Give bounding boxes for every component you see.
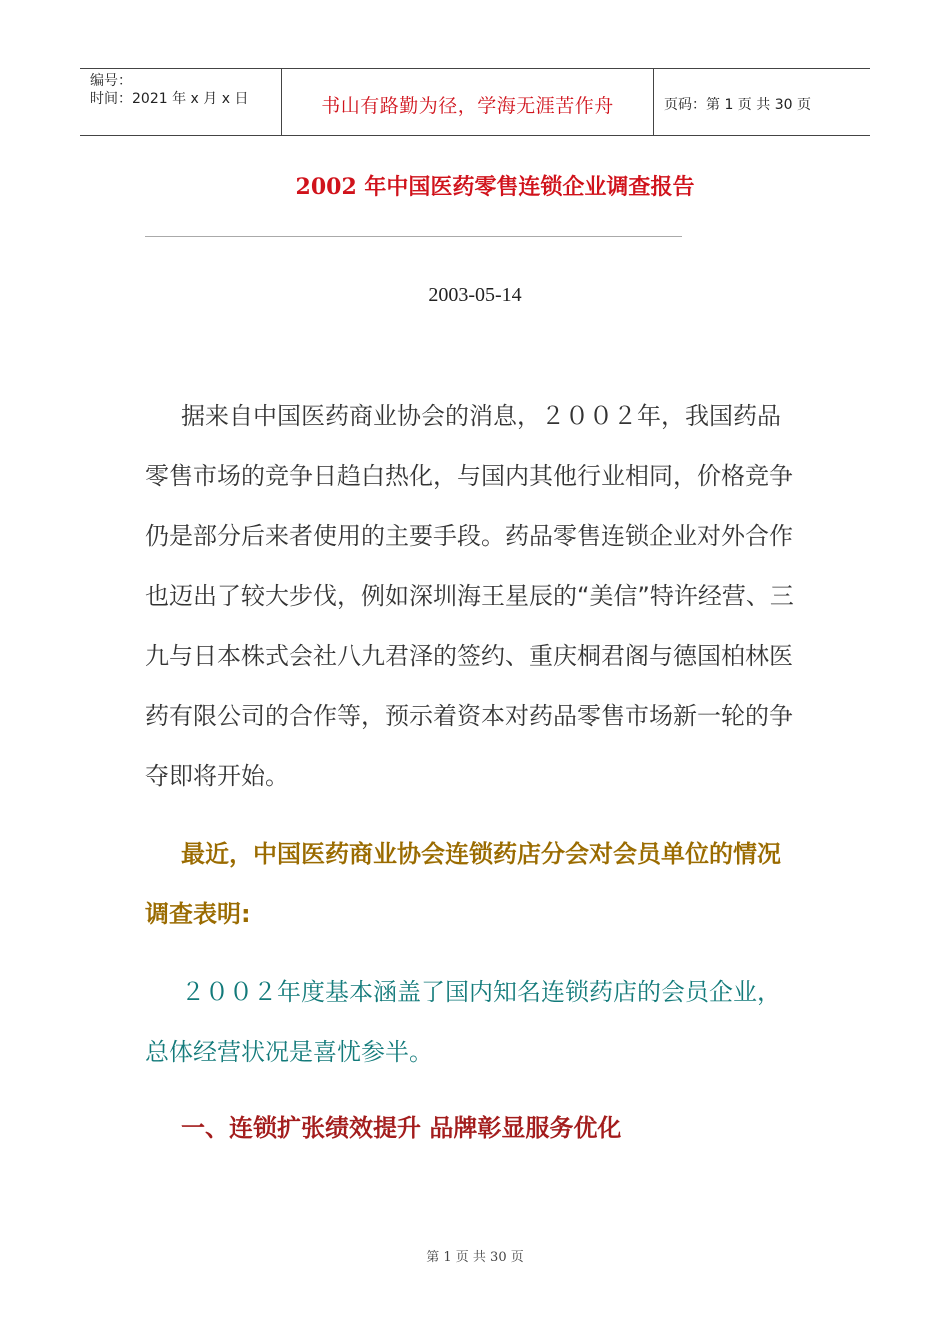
page-code: 页码：第 1 页 共 30 页	[664, 97, 811, 113]
paragraph-intro: 据来自中国医药商业协会的消息，２００２年，我国药品零售市场的竞争日趋白热化，与国内其他行业相同，价格竞争仍是部分后来者使用的主要手段。药品零售连锁企业对外合作也迈出了较大步伐，例如深圳海王星辰的“美信”特许经营、三九与日本株式会社八九君泽的签约、重庆桐君阁与德国柏林医药有限公司的合作等，预示着资本对药品零售市场新一轮的争夺即将开始。	[145, 402, 794, 790]
document-title: 2002 年中国医药零售连锁企业调查报告	[295, 174, 695, 200]
header-page-cell	[654, 69, 870, 135]
header-table	[80, 68, 870, 136]
header-info-cell	[80, 69, 282, 135]
number-label: 编号：	[90, 73, 132, 89]
document-date: 2003-05-14	[428, 284, 522, 306]
header-motto-cell	[282, 69, 654, 135]
motto-text: 书山有路勤为径，学海无涯苦作舟	[321, 95, 614, 117]
paragraph-survey-lead: 最近，中国医药商业协会连锁药店分会对会员单位的情况调查表明:	[145, 840, 781, 928]
title-divider	[145, 236, 682, 237]
page-footer: 第 1 页 共 30 页	[426, 1250, 524, 1265]
time-label: 时间：2021 年 x 月 x 日	[90, 91, 249, 107]
section-heading-1: 一、连锁扩张绩效提升 品牌彰显服务优化	[181, 1114, 622, 1142]
paragraph-summary: ２００２年度基本涵盖了国内知名连锁药店的会员企业，总体经营状况是喜忧参半。	[145, 978, 781, 1066]
